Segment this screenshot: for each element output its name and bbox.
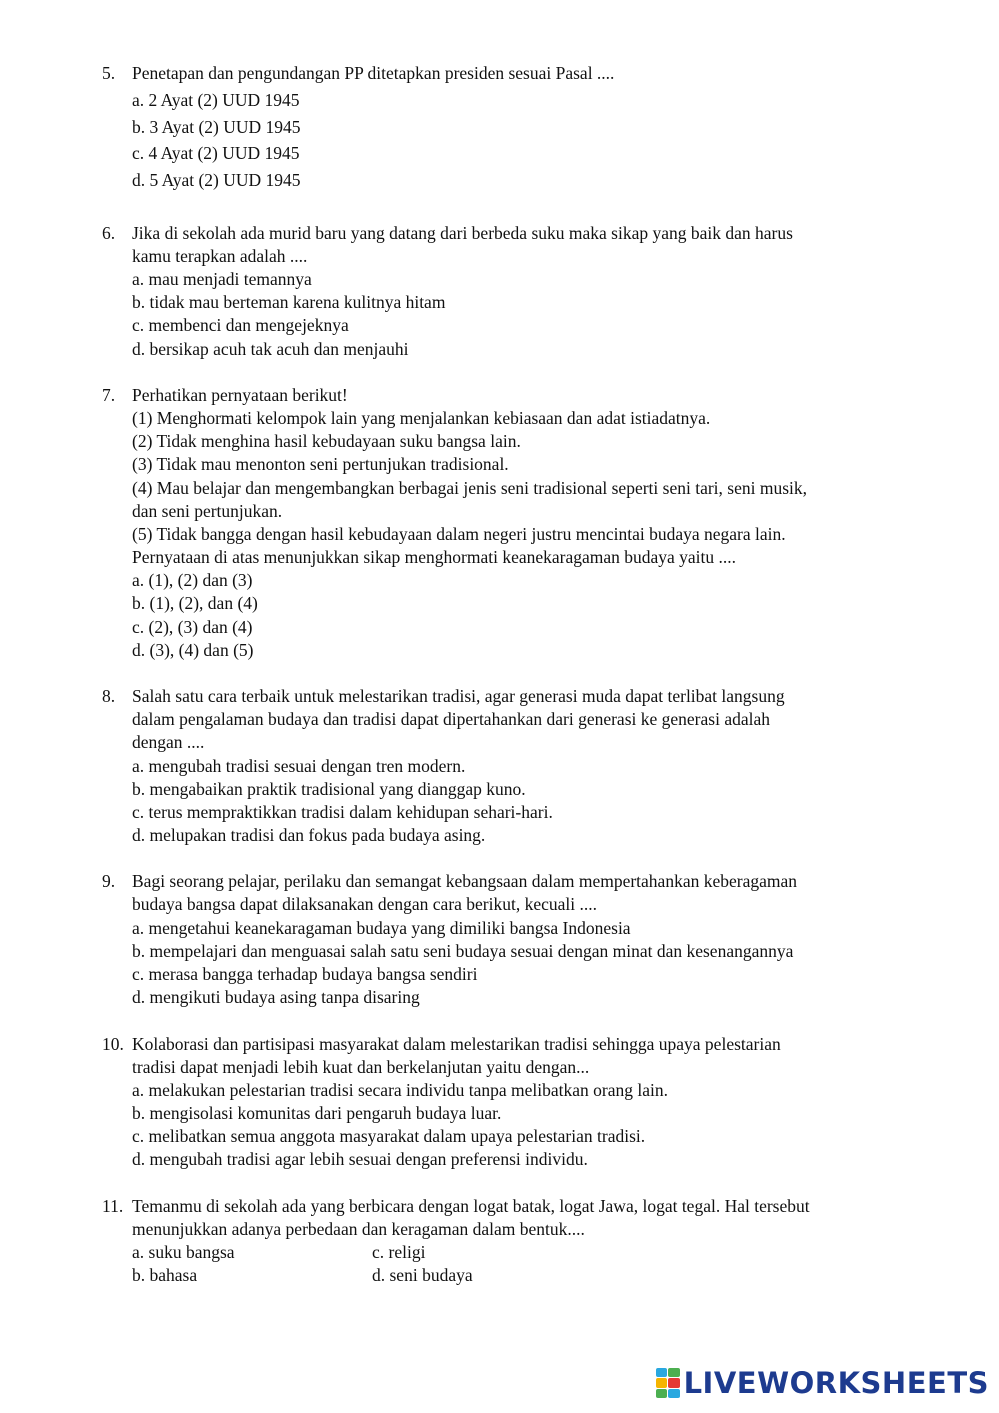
- answer-option-c[interactable]: c. 4 Ayat (2) UUD 1945: [132, 143, 300, 163]
- question-number: 8.: [102, 686, 116, 706]
- answer-option-c[interactable]: c. melibatkan semua anggota masyarakat dalam upaya pelestarian tradisi.: [132, 1126, 646, 1146]
- answer-option-a[interactable]: a. (1), (2) dan (3): [132, 570, 253, 590]
- question-stem-line: menunjukkan adanya perbedaan dan keragaman dalam bentuk....: [132, 1219, 585, 1239]
- answer-option-c[interactable]: c. merasa bangga terhadap budaya bangsa sendiri: [132, 964, 478, 984]
- liveworksheets-logo-icon: [656, 1368, 680, 1398]
- answer-option-d[interactable]: d. bersikap acuh tak acuh dan menjauhi: [132, 339, 409, 359]
- answer-option-c[interactable]: c. (2), (3) dan (4): [132, 617, 253, 637]
- question-number: 6.: [102, 223, 116, 243]
- answer-option-a[interactable]: a. mengubah tradisi sesuai dengan tren modern.: [132, 756, 466, 776]
- answer-option-a[interactable]: a. 2 Ayat (2) UUD 1945: [132, 90, 300, 110]
- answer-option-b[interactable]: b. mengabaikan praktik tradisional yang dianggap kuno.: [132, 779, 526, 799]
- logo-text: LIVEWORKSHEETS: [683, 1366, 989, 1400]
- answer-option-b[interactable]: b. 3 Ayat (2) UUD 1945: [132, 117, 301, 137]
- answer-option-d[interactable]: d. 5 Ayat (2) UUD 1945: [132, 170, 301, 190]
- answer-option-c[interactable]: c. membenci dan mengejeknya: [132, 315, 349, 335]
- statement-4-cont: dan seni pertunjukan.: [132, 501, 283, 521]
- question-stem-line: tradisi dapat menjadi lebih kuat dan berkelanjutan yaitu dengan...: [132, 1057, 590, 1077]
- question-stem-line: Bagi seorang pelajar, perilaku dan semangat kebangsaan dalam mempertahankan keberagaman: [132, 871, 797, 891]
- answer-option-a[interactable]: a. suku bangsa: [132, 1242, 235, 1262]
- question-number: 10.: [102, 1034, 124, 1054]
- question-number: 9.: [102, 871, 116, 891]
- statement-1: (1) Menghormati kelompok lain yang menjalankan kebiasaan dan adat istiadatnya.: [132, 408, 711, 428]
- statement-5: (5) Tidak bangga dengan hasil kebudayaan dalam negeri justru mencintai budaya negara lain.: [132, 524, 786, 544]
- question-stem-line: dengan ....: [132, 732, 205, 752]
- answer-option-a[interactable]: a. mengetahui keanekaragaman budaya yang dimiliki bangsa Indonesia: [132, 918, 631, 938]
- statement-4: (4) Mau belajar dan mengembangkan berbagai jenis seni tradisional seperti seni tari, seni musik,: [132, 478, 808, 498]
- question-stem-line: Jika di sekolah ada murid baru yang datang dari berbeda suku maka sikap yang baik dan harus: [132, 223, 793, 243]
- answer-option-a[interactable]: a. melakukan pelestarian tradisi secara individu tanpa melibatkan orang lain.: [132, 1080, 668, 1100]
- question-stem-line: Pernyataan di atas menunjukkan sikap menghormati keanekaragaman budaya yaitu ....: [132, 547, 737, 567]
- question-stem-line: dalam pengalaman budaya dan tradisi dapat dipertahankan dari generasi ke generasi adalah: [132, 709, 770, 729]
- question-stem-line: Perhatikan pernyataan berikut!: [132, 385, 348, 405]
- liveworksheets-logo[interactable]: [656, 1363, 989, 1403]
- answer-option-a[interactable]: a. mau menjadi temannya: [132, 269, 312, 289]
- question-stem-line: Penetapan dan pengundangan PP ditetapkan presiden sesuai Pasal ....: [132, 63, 615, 83]
- question-number: 7.: [102, 385, 116, 405]
- answer-option-d[interactable]: d. melupakan tradisi dan fokus pada budaya asing.: [132, 825, 486, 845]
- answer-option-d[interactable]: d. (3), (4) dan (5): [132, 640, 254, 660]
- answer-option-b[interactable]: b. (1), (2), dan (4): [132, 593, 258, 613]
- answer-option-b[interactable]: b. bahasa: [132, 1265, 198, 1285]
- question-number: 5.: [102, 63, 116, 83]
- question-number: 11.: [102, 1196, 124, 1216]
- statement-2: (2) Tidak menghina hasil kebudayaan suku bangsa lain.: [132, 431, 521, 451]
- answer-option-d[interactable]: d. mengubah tradisi agar lebih sesuai dengan preferensi individu.: [132, 1149, 588, 1169]
- question-stem-line: Kolaborasi dan partisipasi masyarakat dalam melestarikan tradisi sehingga upaya pelestarian: [132, 1034, 781, 1054]
- question-stem-line: Salah satu cara terbaik untuk melestarikan tradisi, agar generasi muda dapat terlibat langsung: [132, 686, 785, 706]
- answer-option-d[interactable]: d. seni budaya: [372, 1265, 473, 1285]
- answer-option-b[interactable]: b. tidak mau berteman karena kulitnya hitam: [132, 292, 446, 312]
- question-stem-line: Temanmu di sekolah ada yang berbicara dengan logat batak, logat Jawa, logat tegal. Hal tersebut: [132, 1196, 810, 1216]
- answer-option-c[interactable]: c. religi: [372, 1242, 426, 1262]
- statement-3: (3) Tidak mau menonton seni pertunjukan tradisional.: [132, 454, 509, 474]
- answer-option-b[interactable]: b. mempelajari dan menguasai salah satu seni budaya sesuai dengan minat dan kesenangannya: [132, 941, 794, 961]
- answer-option-c[interactable]: c. terus mempraktikkan tradisi dalam kehidupan sehari-hari.: [132, 802, 553, 822]
- question-stem-line: budaya bangsa dapat dilaksanakan dengan cara berikut, kecuali ....: [132, 894, 598, 914]
- answer-option-b[interactable]: b. mengisolasi komunitas dari pengaruh budaya luar.: [132, 1103, 502, 1123]
- answer-option-d[interactable]: d. mengikuti budaya asing tanpa disaring: [132, 987, 420, 1007]
- question-stem-line: kamu terapkan adalah ....: [132, 246, 308, 266]
